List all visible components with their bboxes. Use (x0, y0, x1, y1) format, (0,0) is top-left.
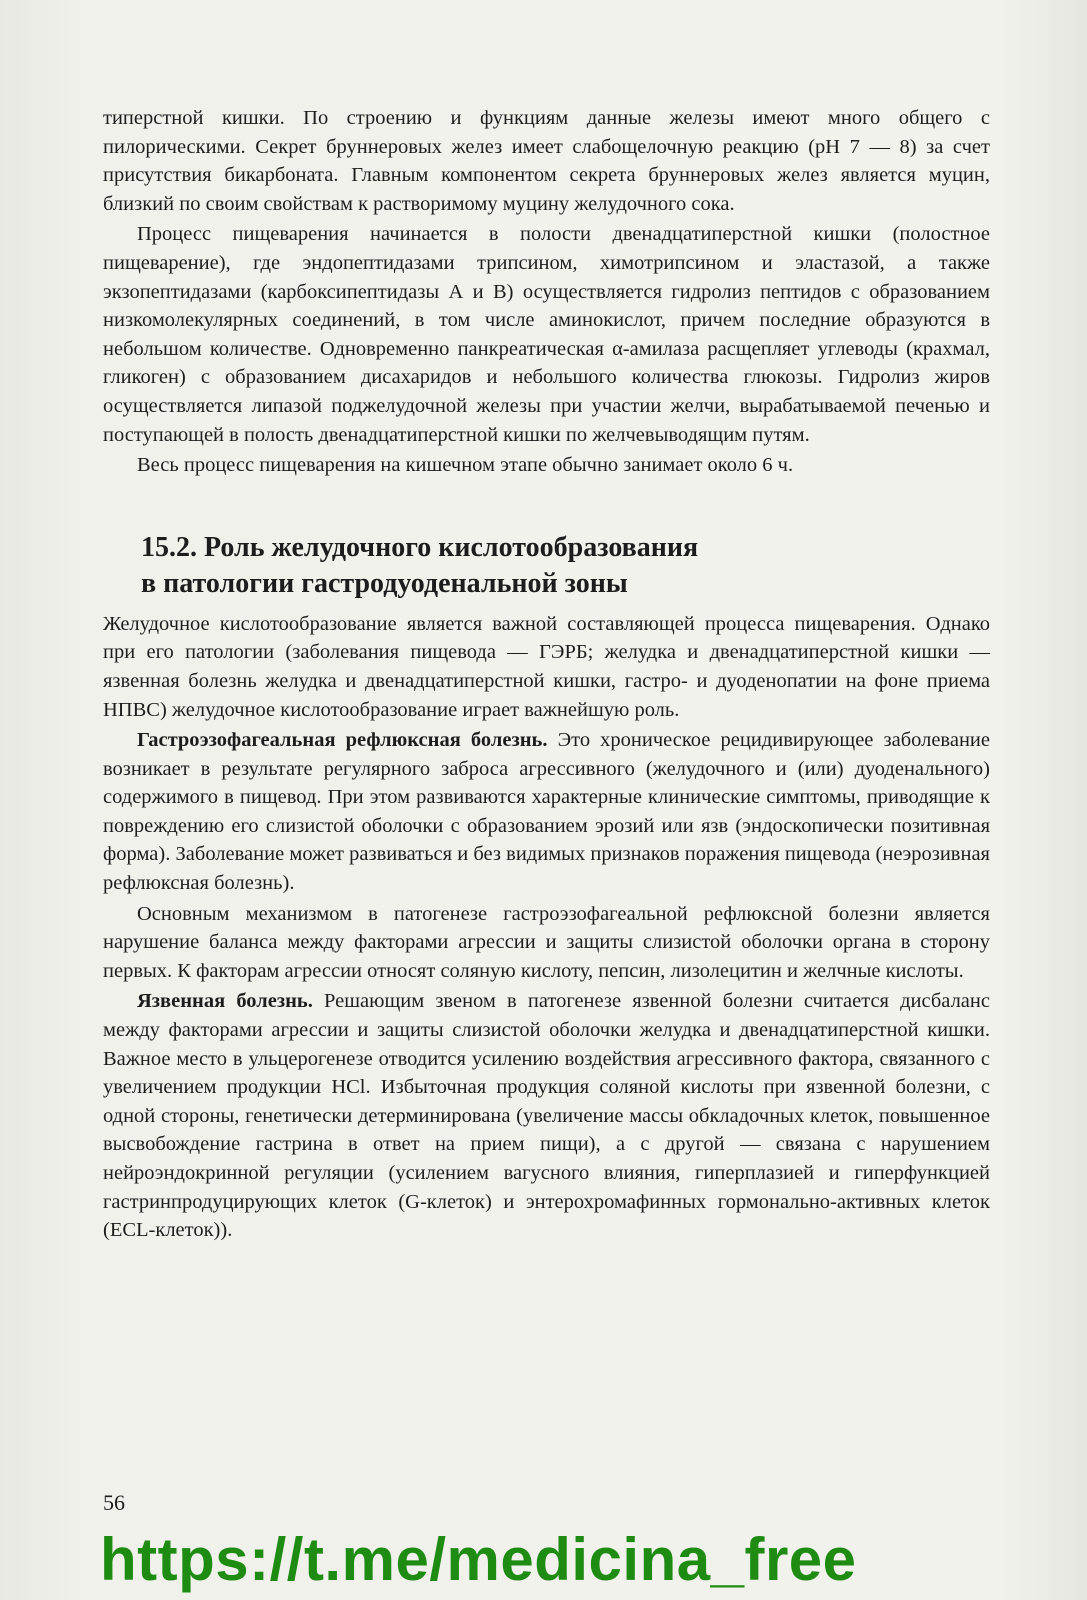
paragraph-ulcer (103, 987, 990, 1244)
paragraph-gerd (103, 726, 990, 898)
term-gerd: Гастроэзофагеальная рефлюксная болезнь. (137, 729, 548, 752)
section-title-line1: 15.2. Роль желудочного кислотообразования (141, 531, 699, 563)
section-heading (141, 530, 990, 602)
term-ulcer: Язвенная болезнь. (137, 990, 313, 1013)
paragraph-cavity-digestion: Процесс пищеварения начинается в полости двенадцатиперстной кишки (полостное пищеварение), где эндопептидазами трипсином, химотрипсином и эластазой, а также экзопептидазами (карбоксипептидазы А и В) осуществляется гидролиз пептидов с образованием низкомолекулярных соединений, в том числе аминокислот, причем последние образуются в небольшом количестве. Одновременно панкреатическая α-амилаза расщепляет углеводы (крахмал, гликоген) с образованием дисахаридов и небольшого количества глюкозы. Гидролиз жиров осуществляется липазой поджелудочной железы при участии желчи, вырабатываемой печенью и поступающей в полость двенадцатиперстной кишки по желчевыводящим путям. (103, 223, 990, 446)
page-text (103, 104, 990, 1245)
ulcer-text: Решающим звеном в патогенезе язвенной болезни считается дисбаланс между факторами агрессии и защиты слизистой оболочки желудка и двенадцатиперстной кишки. Важное место в ульцерогенезе отводится усилению воздействия агрессивного фактора, связанного с увеличением продукции HCl. Избыточная продукция соляной кислоты при язвенной болезни, с одной стороны, генетически детерминирована (увеличение массы обкладочных клеток, повышенное высвобождение гастрина в ответ на прием пищи), а с другой — связана с нарушением нейроэндокринной регуляции (усилением вагусного влияния, гиперплазией и гиперфункцией гастринпродуцирующих клеток (G-клеток) и энтерохромафинных гормонально-активных клеток (ECL-клеток)). (103, 990, 990, 1242)
page-number: 56 (103, 1490, 125, 1515)
paragraph-brunner-glands: типерстной кишки. По строению и функциям данные железы имеют много общего с пилорическими. Секрет бруннеровых желез имеет слабощелочную реакцию (рН 7 — 8) за счет присутствия бикарбоната. Главным компонентом секрета бруннеровых желез является муцин, близкий по своим свойствам к растворимому муцину желудочного сока. (103, 107, 990, 215)
gerd-text: Это хроническое рецидивирующее заболевание возникает в результате регулярного заброса агрессивного (желудочного и (или) дуоденального) содержимого в пищевод. При этом развиваются характерные клинические симптомы, приводящие к повреждению его слизистой оболочки с образованием эрозий или язв (эндоскопически позитивная форма). Заболевание может развиваться и без видимых признаков поражения пищевода (неэрозивная рефлюксная болезнь). (103, 729, 990, 895)
section-title-line2: в патологии гастродуоденальной зоны (141, 567, 628, 599)
paragraph-duration: Весь процесс пищеварения на кишечном этапе обычно занимает около 6 ч. (137, 454, 794, 477)
watermark-link: https://t.me/medicina_free (100, 1526, 857, 1593)
paragraph-mechanism: Основным механизмом в патогенезе гастроэзофагеальной рефлюксной болезни является нарушение баланса между факторами агрессии и защиты слизистой оболочки органа в сторону первых. К факторам агрессии относят соляную кислоту, пепсин, лизолецитин и желчные кислоты. (103, 902, 990, 982)
paragraph-intro: Желудочное кислотообразование является важной составляющей процесса пищеварения. Однако при его патологии (заболевания пищевода — ГЭРБ; желудка и двенадцатиперстной кишки — язвенная болезнь желудка и двенадцатиперстной кишки, гастро- и дуоденопатии на фоне приема НПВС) желудочное кислотообразование играет важнейшую роль. (103, 612, 990, 721)
